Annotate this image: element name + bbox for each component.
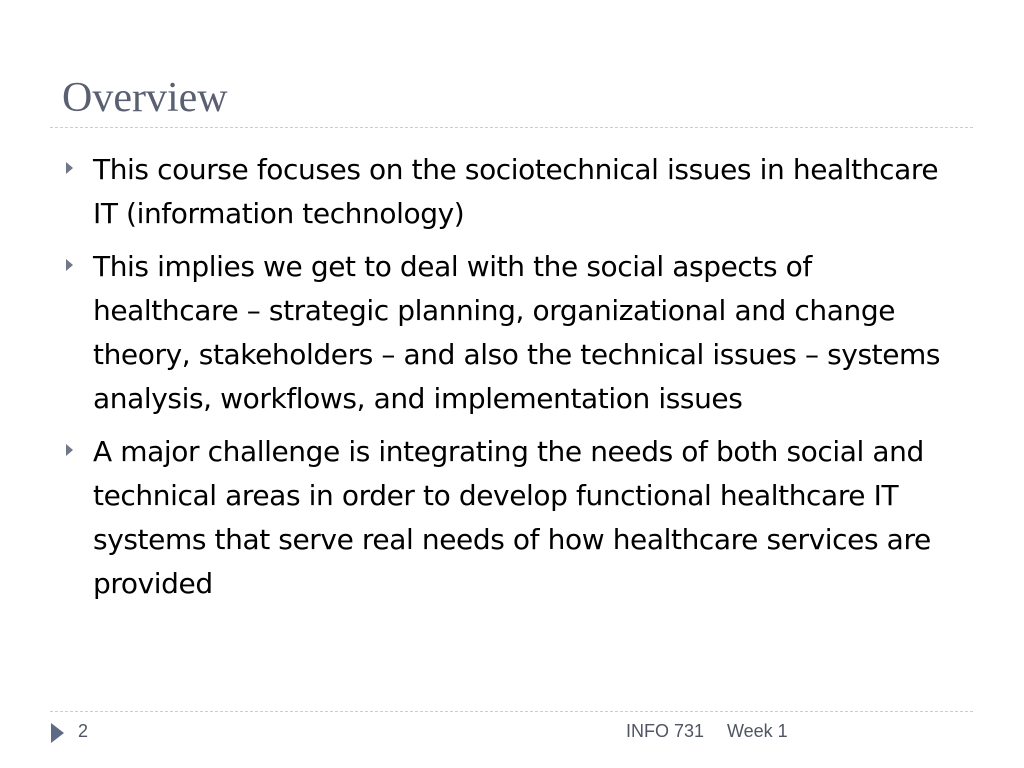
slide-title: Overview [62, 75, 228, 121]
bullet-list [64, 148, 964, 615]
triangle-right-icon [66, 444, 73, 456]
bullet-text: This course focuses on the sociotechnical issues in healthcare IT (information technology) [93, 153, 939, 230]
title-divider [50, 127, 973, 128]
week-label: Week 1 [727, 721, 788, 741]
bullet-item [64, 245, 964, 421]
bullet-text: This implies we get to deal with the social aspects of healthcare – strategic planning, organizational and change theory, stakeholders – and also the technical issues – systems analysis, workflows, and implementation issues [93, 250, 941, 415]
footer-divider [50, 711, 973, 712]
triangle-right-icon [66, 162, 73, 174]
footer-triangle-icon [51, 723, 64, 743]
course-code: INFO 731 [626, 721, 705, 741]
bullet-item [64, 430, 964, 606]
triangle-right-icon [66, 259, 73, 271]
bullet-item [64, 148, 964, 236]
slide-number: 2 [78, 721, 89, 741]
bullet-text: A major challenge is integrating the needs of both social and technical areas in order to develop functional healthcare IT systems that serve real needs of how healthcare services are provided [93, 435, 931, 600]
